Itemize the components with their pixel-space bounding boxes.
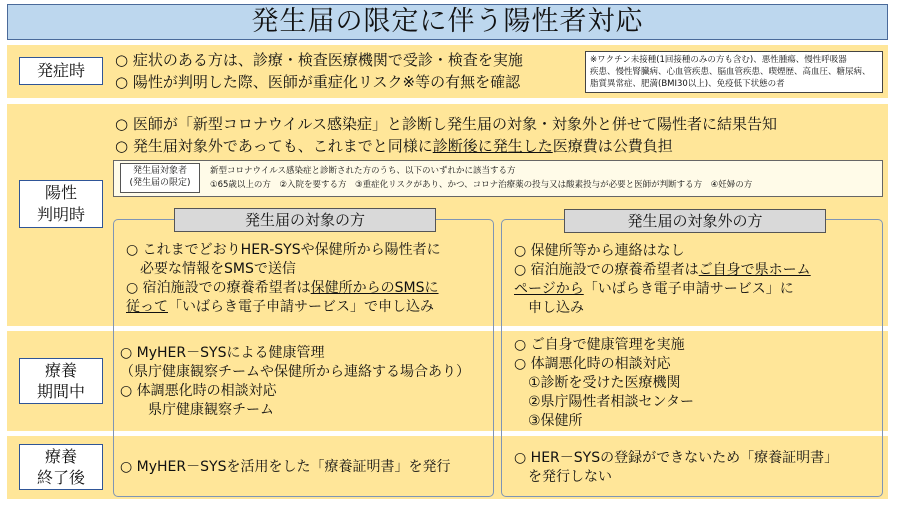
target-positive-line	[126, 298, 441, 317]
text-span-underlined: 従って	[126, 299, 168, 315]
nontarget-recovery-line: ○ 体調悪化時の相談対応	[514, 356, 671, 372]
target-recovery-line: ○ MyHER－SYSによる健康管理	[120, 345, 325, 361]
nontarget-column-header: 発生届の対象外の方	[564, 209, 826, 233]
definition-line-1: 新型コロナウイルス感染症と診断された方のうち、以下のいずれかに該当する方	[210, 166, 516, 176]
page-title: 発生届の限定に伴う陽性者対応	[7, 4, 888, 40]
positive-line-2-end: 医療費は公費負担	[552, 137, 673, 155]
text-span: 「いばらき電子申請サービス」に	[583, 281, 794, 297]
nontarget-positive-line: ○ 保健所等から連絡はなし	[514, 243, 685, 259]
definition-label-line: (発生届の限定)	[129, 178, 191, 188]
nontarget-after-line: を発行しない	[514, 469, 612, 485]
definition-label-line: 発生届対象者	[132, 166, 187, 176]
positive-line-2-underlined: 診断後に発生した	[432, 137, 553, 155]
nontarget-recovery-line: ③保健所	[514, 413, 583, 429]
nontarget-positive-line	[514, 261, 811, 280]
risk-footnote	[585, 51, 883, 93]
positive-line-2-start: ○ 発生届対象外であっても、これまでと同様に	[115, 137, 433, 155]
nontarget-recovery-line: ○ ご自身で健康管理を実施	[514, 337, 685, 353]
target-positive-line: 必要な情報をSMSで送信	[126, 261, 296, 277]
target-positive-line	[126, 279, 441, 298]
target-recovery-line: ○ 体調悪化時の相談対応	[120, 383, 277, 399]
after-label-line: 療養	[44, 447, 77, 466]
text-span: ○ 宿泊施設での療養希望者は	[514, 262, 699, 278]
text-span-underlined: ご自身で県ホーム	[698, 262, 811, 278]
target-recovery-line: 県庁健康観察チーム	[120, 402, 274, 418]
onset-line-2: ○ 陽性が判明した際、医師が重症化リスク※等の有無を確認	[115, 73, 521, 91]
definition-label	[120, 163, 200, 193]
positive-line-2	[115, 136, 673, 157]
onset-line-1: ○ 症状のある方は、診療・検査医療機関で受診・検査を実施	[115, 51, 523, 69]
nontarget-positive-line: 申し込み	[514, 300, 584, 316]
text-span: 「いばらき電子申請サービス」で申し込み	[168, 299, 434, 315]
nontarget-after-text	[514, 449, 838, 487]
positive-line-1: ○ 医師が「新型コロナウイルス感染症」と診断し発生届の対象・対象外と併せて陽性者に結果告知	[115, 115, 777, 133]
risk-footnote-line: 脂質異常症、肥満(BMI30以上)、免疫低下状態の者	[590, 79, 785, 89]
target-after-text: ○ MyHER－SYSを活用をした「療養証明書」を発行	[120, 459, 451, 475]
target-positive-line: ○ これまでどおりHER-SYSや保健所から陽性者に	[126, 242, 441, 258]
nontarget-after-line: ○ HER－SYSの登録ができないため「療養証明書」	[514, 450, 839, 466]
nontarget-recovery-line: ②県庁陽性者相談センター	[514, 394, 694, 410]
nontarget-positive-text	[514, 242, 811, 318]
target-recovery-text	[120, 344, 470, 420]
nontarget-recovery-text	[514, 336, 694, 431]
nontarget-positive-line	[514, 280, 811, 299]
after-label	[19, 444, 103, 490]
after-label-line: 終了後	[36, 468, 85, 487]
target-column-header: 発生届の対象の方	[174, 208, 436, 232]
recovery-label-line: 期間中	[36, 382, 85, 401]
positive-label	[19, 180, 103, 228]
risk-footnote-line: 疾患、慢性腎臓病、心血管疾患、脳血管疾患、喫煙歴、高血圧、糖尿病、	[590, 67, 871, 77]
target-recovery-line: （県庁健康観察チームや保健所から連絡する場合あり）	[120, 364, 470, 380]
recovery-label	[19, 358, 103, 404]
onset-label: 発症時	[19, 57, 103, 85]
definition-line-2: ①65歳以上の方 ②入院を要する方 ③重症化リスクがあり、かつ、コロナ治療薬の投与又は酸素投与が必要と医師が判断する方 ④妊婦の方	[210, 180, 753, 190]
text-span: ○ 宿泊施設での療養希望者は	[126, 280, 311, 296]
positive-label-line: 陽性	[44, 183, 77, 202]
text-span-underlined: 保健所からのSMSに	[310, 280, 439, 296]
nontarget-recovery-line: ①診断を受けた医療機関	[514, 375, 681, 391]
target-positive-text	[126, 241, 441, 317]
positive-label-line: 判明時	[36, 205, 85, 224]
text-span-underlined: ページから	[514, 281, 584, 297]
risk-footnote-line: ※ワクチン未接種(1回接種のみの方も含む)、悪性腫瘍、慢性呼吸器	[590, 55, 847, 65]
recovery-label-line: 療養	[44, 361, 77, 380]
